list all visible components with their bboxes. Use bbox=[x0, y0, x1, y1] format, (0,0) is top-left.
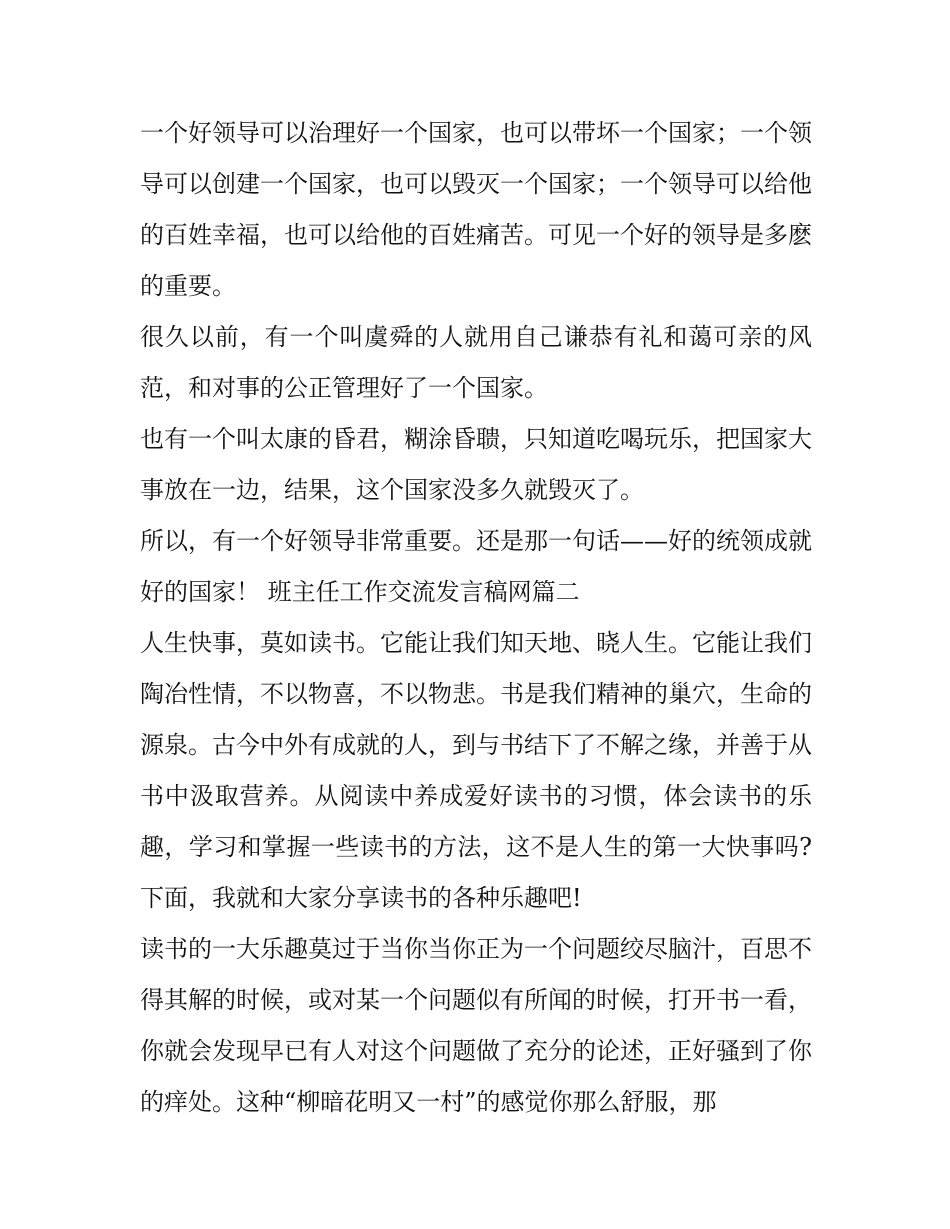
document-body bbox=[140, 108, 812, 1128]
paragraph-reading-fun: 读书的一大乐趣莫过于当你当你正为一个问题绞尽脑汁，百思不得其解的时候，或对某一个问题似有所闻的时候，打开书一看，你就会发现早已有人对这个问题做了充分的论述，正好骚到了你的痒处。这种“柳暗花明又一村”的感觉你那么舒服，那 bbox=[140, 935, 812, 1116]
paragraph-yu-shun: 很久以前，有一个叫虞舜的人就用自己谦恭有礼和蔼可亲的风范，和对事的公正管理好了一个国家。 bbox=[140, 323, 812, 402]
paragraph-tai-kang: 也有一个叫太康的昏君，糊涂昏聩，只知道吃喝玩乐，把国家大事放在一边，结果，这个国家没多久就毁灭了。 bbox=[140, 425, 812, 504]
paragraph-reading-joy: 人生快事，莫如读书。它能让我们知天地、晓人生。它能让我们陶冶性情，不以物喜，不以物悲。书是我们精神的巢穴，生命的源泉。古今中外有成就的人，到与书结下了不解之缘，并善于从书中汲取营养。从阅读中养成爱好读书的习惯，体会读书的乐趣，学习和掌握一些读书的方法，这不是人生的第一大快事吗?下面，我就和大家分享读书的各种乐趣吧! bbox=[140, 629, 812, 912]
paragraph-conclusion: 所以，有一个好领导非常重要。还是那一句话——好的统领成就好的国家！ 班主任工作交流发言稿网篇二 bbox=[140, 527, 812, 606]
paragraph-leadership-importance: 一个好领导可以治理好一个国家，也可以带坏一个国家；一个领导可以创建一个国家，也可以毁灭一个国家；一个领导可以给他的百姓幸福，也可以给他的百姓痛苦。可见一个好的领导是多麽的重要。 bbox=[140, 119, 812, 300]
